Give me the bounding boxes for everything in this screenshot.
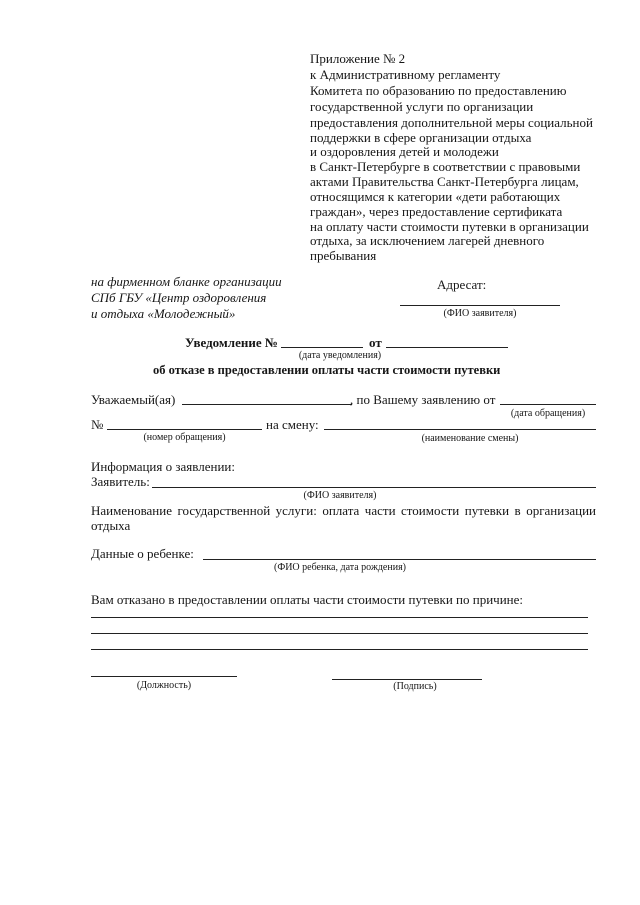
reason-line-3: [91, 649, 588, 650]
appendix-line: предоставления дополнительной меры социальной: [310, 115, 593, 130]
notice-subtitle: об отказе в предоставлении оплаты части стоимости путевки: [153, 363, 501, 377]
service-name-line2: отдыха: [91, 518, 131, 533]
signature-caption: (Подпись): [393, 681, 437, 692]
shift-label: на смену:: [266, 417, 319, 432]
shift-caption: (наименование смены): [421, 433, 519, 444]
number-sign: №: [91, 417, 104, 432]
application-info-heading: Информация о заявлении:: [91, 459, 235, 474]
appendix-line: в Санкт-Петербурге в соответствии с правовыми: [310, 159, 581, 174]
application-date-line: [500, 404, 596, 405]
notice-date-caption: (дата уведомления): [298, 350, 382, 361]
appendix-line: поддержки в сфере организации отдыха: [310, 130, 532, 145]
notice-number-line: [281, 347, 363, 348]
appendix-line: Комитета по образованию по предоставлению: [310, 83, 567, 98]
applicant-caption: (ФИО заявителя): [303, 490, 377, 501]
by-application-text: , по Вашему заявлению от: [350, 392, 496, 407]
signature-line: [332, 679, 482, 680]
notice-title-prefix: Уведомление №: [185, 335, 278, 350]
notice-date-line: [386, 347, 508, 348]
appendix-line: государственной услуги по организации: [310, 99, 534, 114]
position-line: [91, 676, 237, 677]
addressee-caption: (ФИО заявителя): [443, 308, 517, 319]
appendix-line: пребывания: [310, 248, 377, 263]
service-name-line1: Наименование государственной услуги: оплата части стоимости путевки в организации: [91, 503, 596, 518]
letterhead-line: и отдыха «Молодежный»: [91, 306, 236, 321]
applicant-line: [152, 487, 596, 488]
addressee-label: Адресат:: [437, 277, 487, 292]
refusal-text: Вам отказано в предоставлении оплаты части стоимости путевки по причине:: [91, 592, 524, 607]
child-data-line: [203, 559, 596, 560]
notice-title-from: от: [369, 335, 382, 350]
appendix-line: граждан», через предоставление сертификата: [310, 204, 563, 219]
application-number-line: [107, 429, 262, 430]
addressee-name-line: [400, 305, 560, 306]
appendix-line: отдыха, за исключением лагерей дневного: [310, 233, 545, 248]
shift-name-line: [324, 429, 596, 430]
application-number-caption: (номер обращения): [143, 432, 226, 443]
appendix-line: и оздоровления детей и молодежи: [310, 144, 499, 159]
appendix-line: относящимся к категории «дети работающих: [310, 189, 561, 204]
letterhead-line: на фирменном бланке организации: [91, 274, 282, 289]
letterhead-line: СПб ГБУ «Центр оздоровления: [91, 290, 267, 305]
applicant-name-line: [182, 404, 352, 405]
child-label: Данные о ребенке:: [91, 546, 194, 561]
appendix-line: к Административному регламенту: [310, 67, 501, 82]
position-caption: (Должность): [136, 680, 192, 691]
application-date-caption: (дата обращения): [510, 408, 586, 419]
reason-line-1: [91, 617, 588, 618]
appendix-line: актами Правительства Санкт-Петербурга лицам,: [310, 174, 579, 189]
salutation: Уважаемый(ая): [91, 392, 176, 407]
reason-line-2: [91, 633, 588, 634]
appendix-line: на оплату части стоимости путевки в организации: [310, 219, 589, 234]
child-caption: (ФИО ребенка, дата рождения): [273, 562, 407, 573]
appendix-line: Приложение № 2: [310, 51, 406, 66]
applicant-label: Заявитель:: [91, 474, 150, 489]
